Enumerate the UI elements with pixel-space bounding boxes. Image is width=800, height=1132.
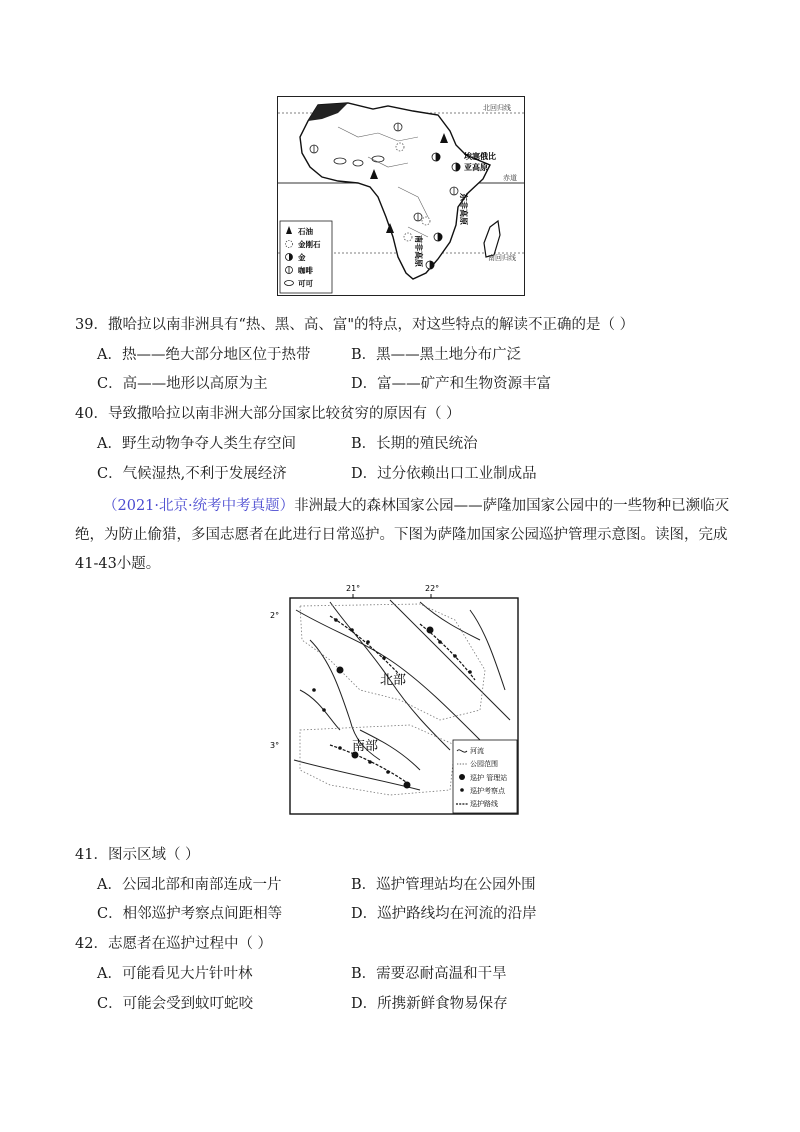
q41-option-c[interactable]: C．相邻巡护考察点间距相等 (97, 906, 283, 922)
legend-cocoa-label: 可可 (298, 279, 313, 288)
q39-option-b[interactable]: B．黑——黑土地分布广泛 (351, 347, 522, 363)
q42-option-b[interactable]: B．需要忍耐高温和干旱 (351, 966, 507, 982)
station-icon (459, 774, 465, 780)
legend-oil-label: 石油 (298, 227, 313, 236)
question-40-stem: 40．导致撒哈拉以南非洲大部分国家比较贫穷的原因有（ ） (75, 406, 461, 422)
q41-option-d[interactable]: D．巡护路线均在河流的沿岸 (351, 906, 537, 922)
legend-route-label: 巡护路线 (470, 800, 498, 808)
lon-label-21: 21° (346, 584, 361, 593)
gold-icon (286, 254, 293, 261)
q42-option-d[interactable]: D．所携新鲜食物易保存 (351, 996, 508, 1012)
question-39-stem: 39．撒哈拉以南非洲具有“热、黑、高、富"的特点，对这些特点的解读不正确的是（ ） (75, 317, 635, 333)
east-africa-highland-label: 东非高原 (459, 193, 468, 225)
question-41-stem: 41．图示区域（ ） (75, 847, 200, 863)
ethiopia-highland-label-2: 亚高原 (464, 163, 488, 172)
legend-river-label: 河流 (470, 747, 484, 755)
q41-option-a[interactable]: A．公园北部和南部连成一片 (97, 877, 282, 893)
q40-option-b[interactable]: B．长期的殖民统治 (351, 436, 478, 452)
q39-option-d[interactable]: D．富——矿产和生物资源丰富 (351, 376, 552, 392)
q42-option-c[interactable]: C．可能会受到蚊叮蛇咬 (97, 996, 254, 1012)
legend-diamond-label: 金刚石 (298, 240, 321, 249)
legend-station-label: 巡护 管理站 (470, 774, 508, 782)
question-42-stem: 42．志愿者在巡护过程中（ ） (75, 936, 273, 952)
passage (75, 492, 735, 579)
equator-label: 赤道 (503, 174, 517, 182)
south-region-label: 南部 (352, 739, 379, 754)
legend-checkpoint-label: 巡护考察点 (470, 787, 505, 795)
checkpoint-icon (460, 788, 464, 792)
ethiopia-highland-label: 埃塞俄比 (464, 152, 496, 161)
salonga-patrol-map (270, 580, 525, 820)
lat-label-2: 2° (270, 611, 280, 620)
south-africa-highland-label: 南非高原 (414, 235, 423, 267)
legend-coffee-label: 咖啡 (298, 266, 313, 275)
tropic-north-label: 北回归线 (483, 104, 511, 112)
lon-label-22: 22° (425, 584, 440, 593)
q40-option-d[interactable]: D．过分依赖出口工业制成品 (351, 466, 537, 482)
africa-resource-map (277, 96, 525, 296)
q39-option-a[interactable]: A．热——绝大部分地区位于热带 (97, 347, 311, 363)
q42-option-a[interactable]: A．可能看见大片针叶林 (97, 966, 253, 982)
q41-option-b[interactable]: B．巡护管理站均在公园外围 (351, 877, 536, 893)
q40-option-c[interactable]: C．气候湿热,不利于发展经济 (97, 466, 287, 482)
q40-option-a[interactable]: A．野生动物争夺人类生存空间 (97, 436, 296, 452)
passage-source: （2021·北京·统考中考真题） (103, 498, 295, 514)
lat-label-3: 3° (270, 741, 280, 750)
legend-park-label: 公园范围 (470, 760, 498, 768)
legend-gold-label: 金 (298, 253, 306, 262)
tropic-south-label: 南回归线 (488, 254, 516, 262)
north-region-label: 北部 (380, 673, 407, 688)
q39-option-c[interactable]: C．高——地形以高原为主 (97, 376, 268, 392)
passage-text: 非洲最大的森林国家公园——萨隆加国家公园中的一些物种已濒临灭绝，为防止偷猎，多国志愿者在此进行日常巡护。下图为萨隆加国家公园巡护管理示意图。读图，完成41-43小题。 (75, 498, 730, 572)
